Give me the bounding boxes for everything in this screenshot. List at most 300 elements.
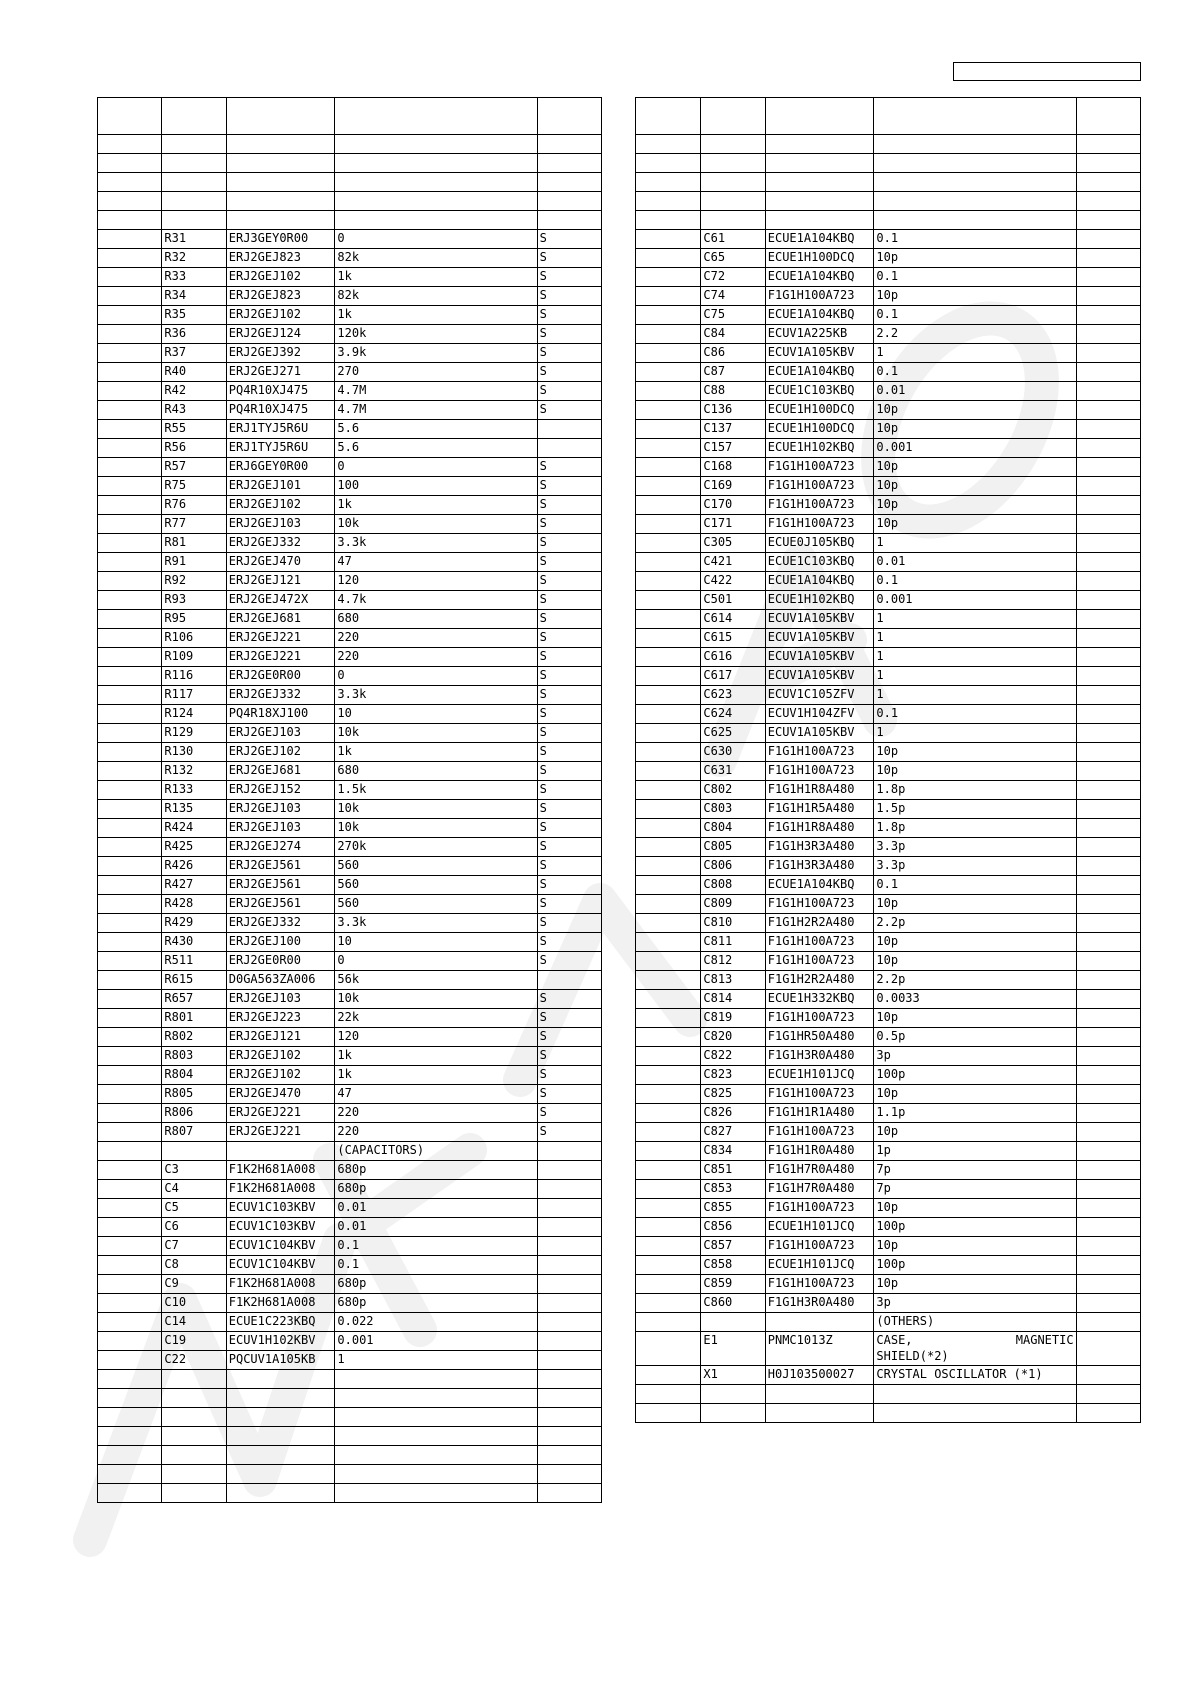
part-no: ERJ2GEJ221 bbox=[226, 1123, 335, 1142]
parts-row bbox=[636, 382, 1141, 401]
parts-row bbox=[636, 648, 1141, 667]
safety-mark bbox=[1076, 1161, 1140, 1180]
part-description: 4.7M bbox=[335, 401, 537, 420]
ref-no: C806 bbox=[701, 857, 765, 876]
ref-no: R430 bbox=[162, 933, 226, 952]
part-no: ERJ2GEJ392 bbox=[226, 344, 335, 363]
part-no: PQCUV1A105KB bbox=[226, 1351, 335, 1370]
blank-row bbox=[636, 1385, 1141, 1404]
ref-no: R109 bbox=[162, 648, 226, 667]
part-no: ERJ2GEJ124 bbox=[226, 325, 335, 344]
empty-cell bbox=[162, 211, 226, 230]
part-no: D0GA563ZA006 bbox=[226, 971, 335, 990]
empty-cell bbox=[162, 1427, 226, 1446]
parts-row bbox=[98, 648, 602, 667]
part-description: 0 bbox=[335, 952, 537, 971]
parts-row bbox=[98, 230, 602, 249]
part-no: F1G1H100A723 bbox=[765, 1085, 874, 1104]
empty-cell bbox=[636, 1237, 701, 1256]
ref-no: R76 bbox=[162, 496, 226, 515]
parts-row bbox=[636, 1218, 1141, 1237]
ref-no: C623 bbox=[701, 686, 765, 705]
part-description: 0.1 bbox=[874, 876, 1076, 895]
part-no: ECUV1C104KBV bbox=[226, 1256, 335, 1275]
empty-cell bbox=[98, 667, 162, 686]
part-description: 10p bbox=[874, 477, 1076, 496]
empty-cell bbox=[98, 591, 162, 610]
parts-row bbox=[98, 249, 602, 268]
ref-no: R40 bbox=[162, 363, 226, 382]
empty-cell bbox=[226, 98, 335, 135]
empty-cell bbox=[226, 1389, 335, 1408]
part-no: ECUV1C104KBV bbox=[226, 1237, 335, 1256]
safety-mark bbox=[1076, 1028, 1140, 1047]
ref-no: R32 bbox=[162, 249, 226, 268]
empty-cell bbox=[335, 1484, 537, 1503]
safety-mark bbox=[1076, 1218, 1140, 1237]
ref-no: R804 bbox=[162, 1066, 226, 1085]
safety-mark bbox=[1076, 667, 1140, 686]
ref-no: R33 bbox=[162, 268, 226, 287]
part-description: 220 bbox=[335, 1123, 537, 1142]
empty-cell bbox=[98, 895, 162, 914]
safety-mark bbox=[1076, 572, 1140, 591]
safety-mark bbox=[1076, 705, 1140, 724]
part-no: ECUV1A105KBV bbox=[765, 610, 874, 629]
empty-cell bbox=[636, 325, 701, 344]
part-no: ERJ2GEJ103 bbox=[226, 990, 335, 1009]
left-parts-table bbox=[97, 97, 602, 1503]
parts-row bbox=[98, 743, 602, 762]
part-no: ERJ1TYJ5R6U bbox=[226, 420, 335, 439]
ref-no: C9 bbox=[162, 1275, 226, 1294]
empty-cell bbox=[636, 705, 701, 724]
part-description: 10p bbox=[874, 1237, 1076, 1256]
part-description: 1 bbox=[874, 610, 1076, 629]
empty-cell bbox=[335, 1446, 537, 1465]
safety-mark: S bbox=[537, 344, 601, 363]
empty-cell bbox=[162, 1465, 226, 1484]
safety-mark bbox=[1076, 762, 1140, 781]
safety-mark bbox=[1076, 515, 1140, 534]
part-description: 1 bbox=[874, 724, 1076, 743]
part-description: 10k bbox=[335, 819, 537, 838]
empty-cell bbox=[636, 1256, 701, 1275]
part-description: 0 bbox=[335, 458, 537, 477]
empty-cell bbox=[636, 1028, 701, 1047]
part-no: ERJ2GEJ332 bbox=[226, 534, 335, 553]
empty-cell bbox=[98, 1389, 162, 1408]
safety-mark bbox=[1076, 1123, 1140, 1142]
part-no: ERJ2GEJ102 bbox=[226, 1047, 335, 1066]
ref-no: R55 bbox=[162, 420, 226, 439]
part-no: ECUE1A104KBQ bbox=[765, 268, 874, 287]
part-no: ERJ2GEJ561 bbox=[226, 857, 335, 876]
part-description: 0 bbox=[335, 230, 537, 249]
empty-cell bbox=[636, 420, 701, 439]
empty-cell bbox=[98, 1104, 162, 1123]
parts-row bbox=[98, 990, 602, 1009]
parts-row bbox=[636, 1085, 1141, 1104]
ref-no: C858 bbox=[701, 1256, 765, 1275]
part-description: 120k bbox=[335, 325, 537, 344]
safety-mark: S bbox=[537, 306, 601, 325]
right-parts-table bbox=[635, 97, 1141, 1423]
ref-no: C8 bbox=[162, 1256, 226, 1275]
part-no: F1G1H100A723 bbox=[765, 952, 874, 971]
empty-cell bbox=[636, 306, 701, 325]
empty-cell bbox=[636, 515, 701, 534]
part-no: F1G1H100A723 bbox=[765, 496, 874, 515]
part-no: ERJ2GEJ561 bbox=[226, 876, 335, 895]
blank-row bbox=[98, 1389, 602, 1408]
part-no: F1K2H681A008 bbox=[226, 1180, 335, 1199]
parts-row bbox=[636, 1009, 1141, 1028]
ref-no: C814 bbox=[701, 990, 765, 1009]
ref-no: C624 bbox=[701, 705, 765, 724]
part-description: 100p bbox=[874, 1256, 1076, 1275]
ref-no: C614 bbox=[701, 610, 765, 629]
part-description: 1 bbox=[874, 629, 1076, 648]
empty-cell bbox=[335, 1427, 537, 1446]
part-no: ERJ2GEJ103 bbox=[226, 800, 335, 819]
part-description: 1.1p bbox=[874, 1104, 1076, 1123]
empty-cell bbox=[98, 420, 162, 439]
part-no: F1G1H100A723 bbox=[765, 458, 874, 477]
empty-cell bbox=[701, 1404, 765, 1423]
ref-no: R56 bbox=[162, 439, 226, 458]
empty-cell bbox=[636, 724, 701, 743]
ref-no: C65 bbox=[701, 249, 765, 268]
part-description: 220 bbox=[335, 629, 537, 648]
part-description: 680p bbox=[335, 1294, 537, 1313]
safety-mark bbox=[1076, 781, 1140, 800]
ref-no: C812 bbox=[701, 952, 765, 971]
blank-row bbox=[98, 98, 602, 135]
part-no: ECUE1H101JCQ bbox=[765, 1066, 874, 1085]
blank-row bbox=[98, 1408, 602, 1427]
empty-cell bbox=[162, 135, 226, 154]
part-no: ERJ2GEJ221 bbox=[226, 1104, 335, 1123]
safety-mark bbox=[537, 1294, 601, 1313]
ref-no: C860 bbox=[701, 1294, 765, 1313]
empty-cell bbox=[98, 1237, 162, 1256]
empty-cell bbox=[98, 1161, 162, 1180]
part-no: ERJ2GEJ823 bbox=[226, 287, 335, 306]
safety-mark bbox=[1076, 1313, 1140, 1332]
empty-cell bbox=[98, 515, 162, 534]
empty-cell bbox=[98, 230, 162, 249]
safety-mark bbox=[1076, 838, 1140, 857]
ref-no: C822 bbox=[701, 1047, 765, 1066]
empty-cell bbox=[636, 895, 701, 914]
parts-row bbox=[636, 895, 1141, 914]
safety-mark bbox=[1076, 534, 1140, 553]
empty-cell bbox=[701, 135, 765, 154]
empty-cell bbox=[162, 1484, 226, 1503]
ref-no: R803 bbox=[162, 1047, 226, 1066]
part-description: 10p bbox=[874, 895, 1076, 914]
parts-row bbox=[636, 496, 1141, 515]
empty-cell bbox=[226, 1446, 335, 1465]
ref-no: C501 bbox=[701, 591, 765, 610]
empty-cell bbox=[701, 98, 765, 135]
empty-cell bbox=[636, 1275, 701, 1294]
ref-no: R57 bbox=[162, 458, 226, 477]
ref-no: C6 bbox=[162, 1218, 226, 1237]
ref-no: C5 bbox=[162, 1199, 226, 1218]
parts-row bbox=[98, 895, 602, 914]
empty-cell bbox=[162, 173, 226, 192]
empty-cell bbox=[226, 1370, 335, 1389]
safety-mark bbox=[537, 1332, 601, 1351]
part-no: ECUE1H101JCQ bbox=[765, 1256, 874, 1275]
parts-row bbox=[636, 344, 1141, 363]
part-no: ERJ2GEJ103 bbox=[226, 724, 335, 743]
empty-cell bbox=[98, 990, 162, 1009]
safety-mark: S bbox=[537, 762, 601, 781]
parts-row bbox=[98, 439, 602, 458]
parts-row bbox=[636, 610, 1141, 629]
part-no: ECUV1A105KBV bbox=[765, 724, 874, 743]
part-description: 10k bbox=[335, 724, 537, 743]
blank-row bbox=[636, 98, 1141, 135]
parts-row bbox=[98, 572, 602, 591]
ref-no: C853 bbox=[701, 1180, 765, 1199]
part-no: ERJ2GEJ823 bbox=[226, 249, 335, 268]
part-description: 0.1 bbox=[335, 1256, 537, 1275]
parts-row bbox=[98, 420, 602, 439]
ref-no: R91 bbox=[162, 553, 226, 572]
ref-no: R35 bbox=[162, 306, 226, 325]
part-description: (CAPACITORS) bbox=[335, 1142, 537, 1161]
part-no: ERJ2GEJ470 bbox=[226, 1085, 335, 1104]
ref-no: R133 bbox=[162, 781, 226, 800]
empty-cell bbox=[636, 610, 701, 629]
empty-cell bbox=[636, 990, 701, 1009]
parts-row bbox=[98, 781, 602, 800]
parts-row bbox=[636, 914, 1141, 933]
safety-mark bbox=[1076, 1047, 1140, 1066]
part-description: 10p bbox=[874, 762, 1076, 781]
part-no: F1G1H7R0A480 bbox=[765, 1180, 874, 1199]
safety-mark bbox=[1076, 1104, 1140, 1123]
empty-cell bbox=[335, 1408, 537, 1427]
ref-no: R81 bbox=[162, 534, 226, 553]
ref-no: R129 bbox=[162, 724, 226, 743]
empty-cell bbox=[98, 1066, 162, 1085]
part-no: ECUE1C103KBQ bbox=[765, 382, 874, 401]
part-no: ECUE1H102KBQ bbox=[765, 439, 874, 458]
empty-cell bbox=[98, 1408, 162, 1427]
part-description: 0.001 bbox=[874, 591, 1076, 610]
empty-cell bbox=[874, 1404, 1076, 1423]
empty-cell bbox=[636, 173, 701, 192]
empty-cell bbox=[537, 211, 601, 230]
safety-mark bbox=[537, 1256, 601, 1275]
description-word: MAGNETIC bbox=[1015, 1333, 1074, 1347]
empty-cell bbox=[1076, 1385, 1140, 1404]
ref-no: C74 bbox=[701, 287, 765, 306]
empty-cell bbox=[98, 192, 162, 211]
part-no: ERJ2GE0R00 bbox=[226, 667, 335, 686]
empty-cell bbox=[162, 1408, 226, 1427]
ref-no: C19 bbox=[162, 1332, 226, 1351]
empty-cell bbox=[226, 192, 335, 211]
part-description: 0.022 bbox=[335, 1313, 537, 1332]
empty-cell bbox=[98, 648, 162, 667]
part-no: ERJ2GEJ470 bbox=[226, 553, 335, 572]
part-description: 10k bbox=[335, 515, 537, 534]
parts-row bbox=[98, 838, 602, 857]
part-description: 1k bbox=[335, 1066, 537, 1085]
part-no: F1G1H100A723 bbox=[765, 933, 874, 952]
empty-cell bbox=[98, 800, 162, 819]
part-no: ERJ2GEJ681 bbox=[226, 610, 335, 629]
safety-mark: S bbox=[537, 287, 601, 306]
ref-no: E1 bbox=[701, 1332, 765, 1366]
empty-cell bbox=[537, 154, 601, 173]
ref-no: C823 bbox=[701, 1066, 765, 1085]
empty-cell bbox=[98, 743, 162, 762]
safety-mark bbox=[537, 1275, 601, 1294]
parts-row bbox=[636, 230, 1141, 249]
part-no: ERJ1TYJ5R6U bbox=[226, 439, 335, 458]
part-description: 10p bbox=[874, 743, 1076, 762]
parts-row bbox=[636, 439, 1141, 458]
blank-row bbox=[98, 1370, 602, 1389]
part-description: 120 bbox=[335, 1028, 537, 1047]
parts-row bbox=[636, 553, 1141, 572]
part-description: 0.1 bbox=[335, 1237, 537, 1256]
ref-no: C7 bbox=[162, 1237, 226, 1256]
safety-mark bbox=[1076, 1066, 1140, 1085]
parts-row bbox=[98, 914, 602, 933]
parts-row bbox=[636, 268, 1141, 287]
part-no bbox=[765, 1313, 874, 1332]
empty-cell bbox=[636, 553, 701, 572]
empty-cell bbox=[98, 705, 162, 724]
part-no: F1G1H1R0A480 bbox=[765, 1142, 874, 1161]
part-no: ERJ2GEJ102 bbox=[226, 496, 335, 515]
part-no: ECUV1H104ZFV bbox=[765, 705, 874, 724]
part-no: ERJ2GEJ332 bbox=[226, 686, 335, 705]
empty-cell bbox=[226, 1408, 335, 1427]
ref-no: C826 bbox=[701, 1104, 765, 1123]
ref-no: R657 bbox=[162, 990, 226, 1009]
safety-mark: S bbox=[537, 800, 601, 819]
part-description: 7p bbox=[874, 1161, 1076, 1180]
safety-mark bbox=[537, 439, 601, 458]
part-no: F1G1H1R8A480 bbox=[765, 819, 874, 838]
ref-no: C809 bbox=[701, 895, 765, 914]
part-description: 2.2p bbox=[874, 914, 1076, 933]
part-description: 1 bbox=[874, 667, 1076, 686]
part-no: F1G1H100A723 bbox=[765, 287, 874, 306]
empty-cell bbox=[98, 1009, 162, 1028]
part-no: PQ4R10XJ475 bbox=[226, 401, 335, 420]
ref-no: C169 bbox=[701, 477, 765, 496]
parts-row bbox=[636, 1028, 1141, 1047]
part-no: F1G1H100A723 bbox=[765, 1009, 874, 1028]
empty-cell bbox=[636, 458, 701, 477]
safety-mark bbox=[1076, 344, 1140, 363]
ref-no: C856 bbox=[701, 1218, 765, 1237]
safety-mark bbox=[1076, 230, 1140, 249]
part-description: 1.8p bbox=[874, 781, 1076, 800]
ref-no: C4 bbox=[162, 1180, 226, 1199]
safety-mark bbox=[1076, 306, 1140, 325]
ref-no: C22 bbox=[162, 1351, 226, 1370]
ref-no: R615 bbox=[162, 971, 226, 990]
safety-mark bbox=[1076, 876, 1140, 895]
empty-cell bbox=[636, 743, 701, 762]
empty-cell bbox=[636, 1085, 701, 1104]
empty-cell bbox=[226, 1484, 335, 1503]
safety-mark bbox=[1076, 724, 1140, 743]
part-description: 220 bbox=[335, 648, 537, 667]
part-description: 1 bbox=[874, 534, 1076, 553]
empty-cell bbox=[636, 496, 701, 515]
blank-row bbox=[98, 135, 602, 154]
ref-no: C825 bbox=[701, 1085, 765, 1104]
part-no: ECUE1A104KBQ bbox=[765, 306, 874, 325]
parts-row bbox=[636, 1180, 1141, 1199]
empty-cell bbox=[537, 1465, 601, 1484]
part-no: F1G1H3R0A480 bbox=[765, 1294, 874, 1313]
safety-mark: S bbox=[537, 534, 601, 553]
part-description: 10p bbox=[874, 1199, 1076, 1218]
empty-cell bbox=[98, 98, 162, 135]
blank-row bbox=[636, 1404, 1141, 1423]
empty-cell bbox=[874, 135, 1076, 154]
parts-row bbox=[636, 401, 1141, 420]
parts-row bbox=[98, 762, 602, 781]
parts-row bbox=[98, 306, 602, 325]
part-description: 0.001 bbox=[335, 1332, 537, 1351]
parts-row bbox=[636, 971, 1141, 990]
empty-cell bbox=[98, 629, 162, 648]
parts-row bbox=[98, 534, 602, 553]
ref-no: C631 bbox=[701, 762, 765, 781]
part-no: ECUE1A104KBQ bbox=[765, 876, 874, 895]
safety-mark bbox=[1076, 933, 1140, 952]
part-description: 1k bbox=[335, 496, 537, 515]
part-no: ERJ2GEJ121 bbox=[226, 1028, 335, 1047]
ref-no: R130 bbox=[162, 743, 226, 762]
ref-no: R802 bbox=[162, 1028, 226, 1047]
empty-cell bbox=[1076, 135, 1140, 154]
empty-cell bbox=[636, 1104, 701, 1123]
safety-mark bbox=[1076, 382, 1140, 401]
part-no: ECUE1H100DCQ bbox=[765, 249, 874, 268]
empty-cell bbox=[98, 857, 162, 876]
part-description: 1 bbox=[874, 648, 1076, 667]
part-description: 1 bbox=[874, 686, 1076, 705]
parts-row bbox=[636, 857, 1141, 876]
empty-cell bbox=[765, 192, 874, 211]
empty-cell bbox=[98, 914, 162, 933]
empty-cell bbox=[98, 458, 162, 477]
empty-cell bbox=[701, 211, 765, 230]
safety-mark: S bbox=[537, 1028, 601, 1047]
parts-row bbox=[636, 1142, 1141, 1161]
safety-mark bbox=[1076, 1294, 1140, 1313]
part-description: 22k bbox=[335, 1009, 537, 1028]
ref-no: C827 bbox=[701, 1123, 765, 1142]
parts-row bbox=[98, 1294, 602, 1313]
safety-mark bbox=[537, 971, 601, 990]
